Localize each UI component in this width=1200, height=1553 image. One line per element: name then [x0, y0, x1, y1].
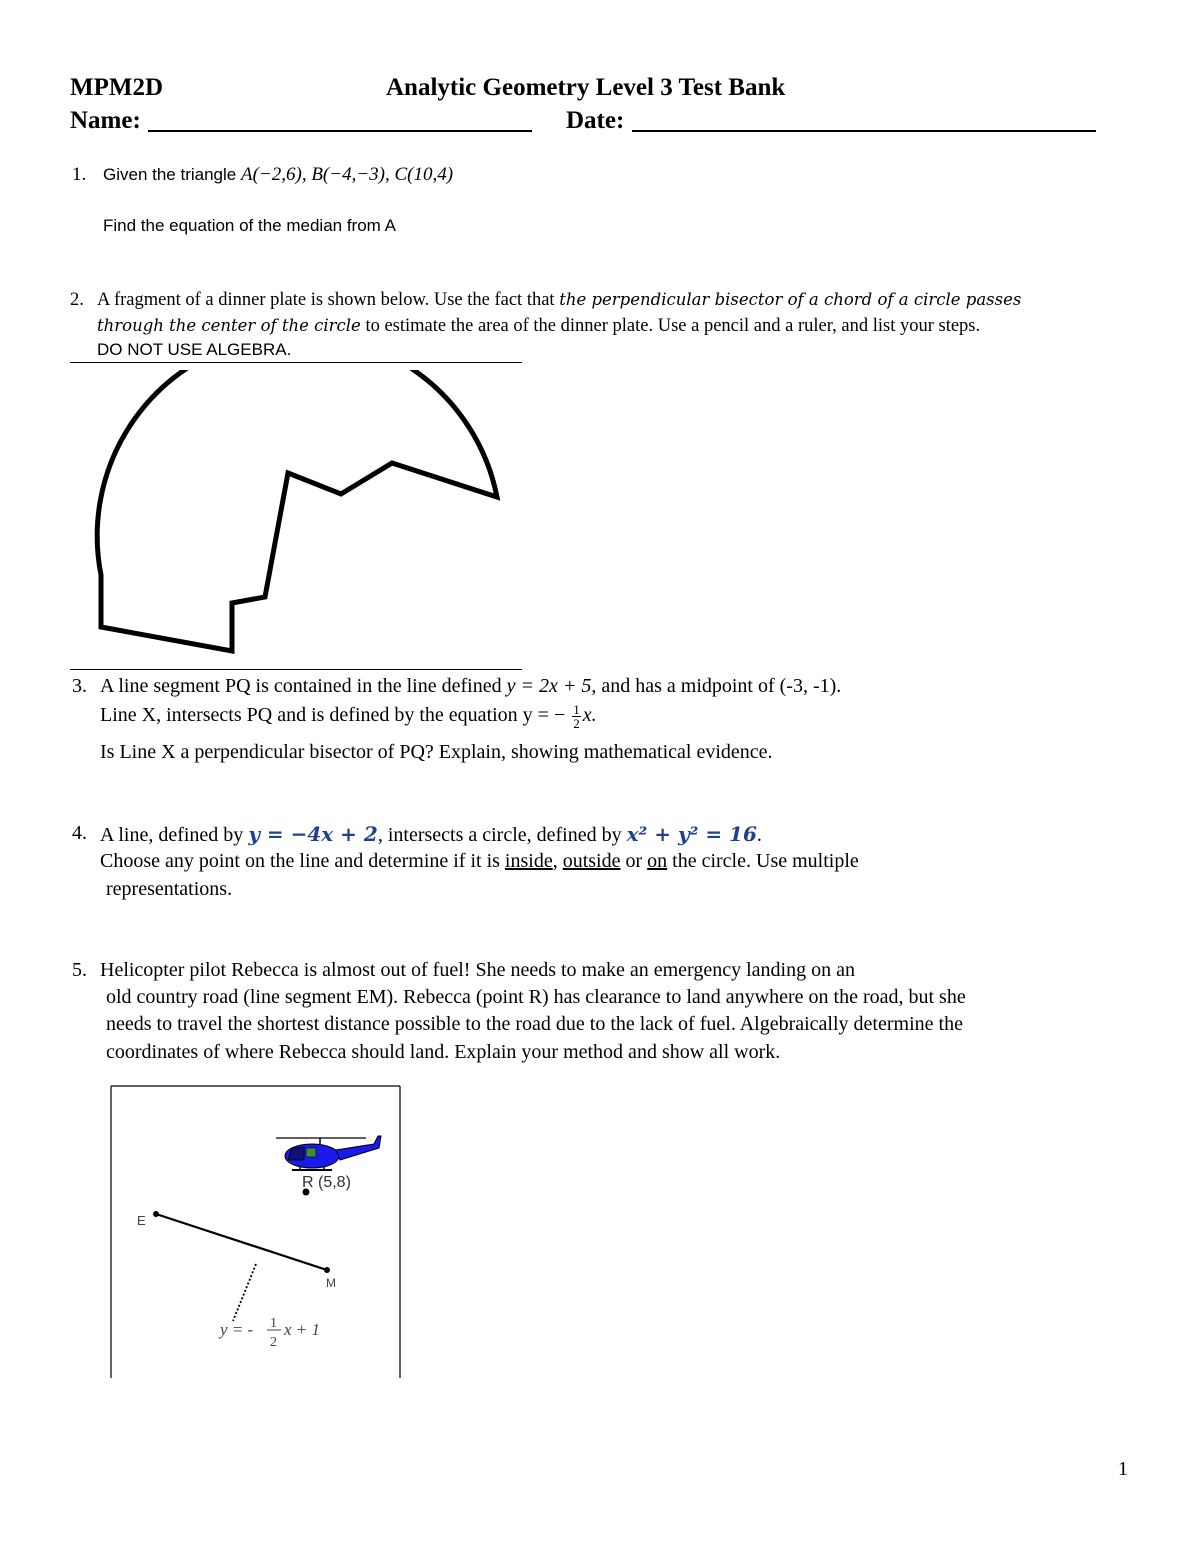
- question-4-line-equation: y = −4x + 2: [248, 822, 378, 846]
- svg-text:1: 1: [270, 1316, 277, 1331]
- question-2-top-rule: [70, 362, 522, 363]
- question-4-word-inside: inside: [504, 850, 553, 872]
- question-2-text-c: DO NOT USE ALGEBRA.: [97, 340, 292, 359]
- date-label: Date:: [566, 107, 625, 134]
- question-2-number: 2.: [70, 290, 84, 310]
- question-4-line-1-a: A line, defined by: [100, 824, 244, 846]
- question-2-bottom-rule: [70, 669, 522, 670]
- page-title: Analytic Geometry Level 3 Test Bank: [386, 74, 786, 101]
- question-4-line-1-b: , intersects a circle, defined by: [377, 824, 622, 846]
- question-3-number: 3.: [72, 675, 87, 697]
- road-segment-em: [156, 1214, 327, 1270]
- point-e: [153, 1211, 159, 1217]
- question-4-word-or: or: [625, 850, 643, 872]
- name-label: Name:: [70, 107, 141, 134]
- svg-text:2: 2: [270, 1335, 277, 1350]
- question-2-line-1: [97, 290, 1021, 311]
- question-2-italic-b: through the center of the circle: [97, 316, 361, 335]
- point-e-label: E: [137, 1213, 146, 1228]
- question-2-text-b: to estimate the area of the dinner plate. Use a pencil and a ruler, and list your steps.: [365, 316, 981, 336]
- question-3-line-1-b: , and has a midpoint of (-3, -1).: [591, 675, 842, 697]
- plate-fragment-outline: [97, 370, 497, 651]
- question-3-fraction: $\frac{1}{2}$: [573, 702, 580, 731]
- question-5-line-2: old country road (line segment EM). Rebecca (point R) has clearance to land anywhere on the road, but she: [106, 986, 966, 1008]
- question-4-line-3: representations.: [106, 878, 233, 900]
- helicopter-road-diagram: [108, 1084, 404, 1380]
- question-5-line-1: Helicopter pilot Rebecca is almost out of fuel! She needs to make an emergency landing on an: [100, 959, 855, 981]
- question-4-circle-equation: x² + y² = 16: [626, 822, 757, 846]
- helicopter-icon: [276, 1136, 381, 1170]
- question-3-line-3: Is Line X a perpendicular bisector of PQ? Explain, showing mathematical evidence.: [100, 741, 773, 763]
- date-blank-line[interactable]: [632, 130, 1096, 132]
- question-4-word-on: on: [647, 850, 668, 872]
- svg-text:y = -: y = -: [220, 1320, 254, 1339]
- question-1-text: [103, 164, 453, 186]
- question-2-line-2: [97, 316, 980, 337]
- question-3-line-2-b: x.: [582, 704, 597, 727]
- question-5-line-4: coordinates of where Rebecca should land. Explain your method and show all work.: [106, 1041, 781, 1063]
- question-3-line-2-a: Line X, intersects PQ and is defined by the equation y = −: [100, 704, 566, 727]
- question-1-number: 1.: [72, 164, 87, 185]
- question-2-text-a: A fragment of a dinner plate is shown below. Use the fact that: [97, 290, 555, 310]
- point-r-label: R (5,8): [302, 1174, 351, 1191]
- dotted-line: [233, 1264, 256, 1321]
- question-4-comma: ,: [552, 850, 558, 872]
- question-4-word-outside: outside: [562, 850, 621, 872]
- plate-fragment-diagram: [70, 370, 530, 670]
- question-4-line-2-a: Choose any point on the line and determine if it is: [100, 850, 500, 872]
- question-3-line-1-a: A line segment PQ is contained in the line defined: [100, 675, 502, 697]
- question-4-line-1: [100, 822, 762, 847]
- question-1-prefix: Given the triangle: [103, 165, 237, 184]
- question-5-number: 5.: [72, 959, 87, 981]
- page-number: 1: [1118, 1458, 1128, 1480]
- question-4-line-2: [100, 850, 859, 873]
- question-3-line-1: [100, 675, 841, 698]
- question-5-line-3: needs to travel the shortest distance possible to the road due to the lack of fuel. Algebraically determine the: [106, 1013, 963, 1035]
- dotted-line-equation: [218, 1316, 320, 1350]
- question-1-subtext: Find the equation of the median from A: [103, 216, 396, 235]
- point-m: [324, 1267, 330, 1273]
- question-4-number: 4.: [72, 822, 87, 844]
- course-code: MPM2D: [70, 74, 164, 101]
- question-1-triangle-math: A(−2,6), B(−4,−3), C(10,4): [240, 164, 454, 185]
- svg-text:x + 1: x + 1: [284, 1320, 321, 1339]
- name-blank-line[interactable]: [148, 130, 532, 132]
- question-2-italic-a: the perpendicular bisector of a chord of a circle passes: [559, 290, 1022, 309]
- question-4-line-1-c: .: [756, 824, 762, 846]
- question-3-line-equation: y = 2x + 5: [506, 675, 592, 697]
- question-4-line-2-b: the circle. Use multiple: [672, 850, 859, 872]
- question-3-line-2: [100, 703, 597, 730]
- point-m-label: M: [326, 1276, 336, 1290]
